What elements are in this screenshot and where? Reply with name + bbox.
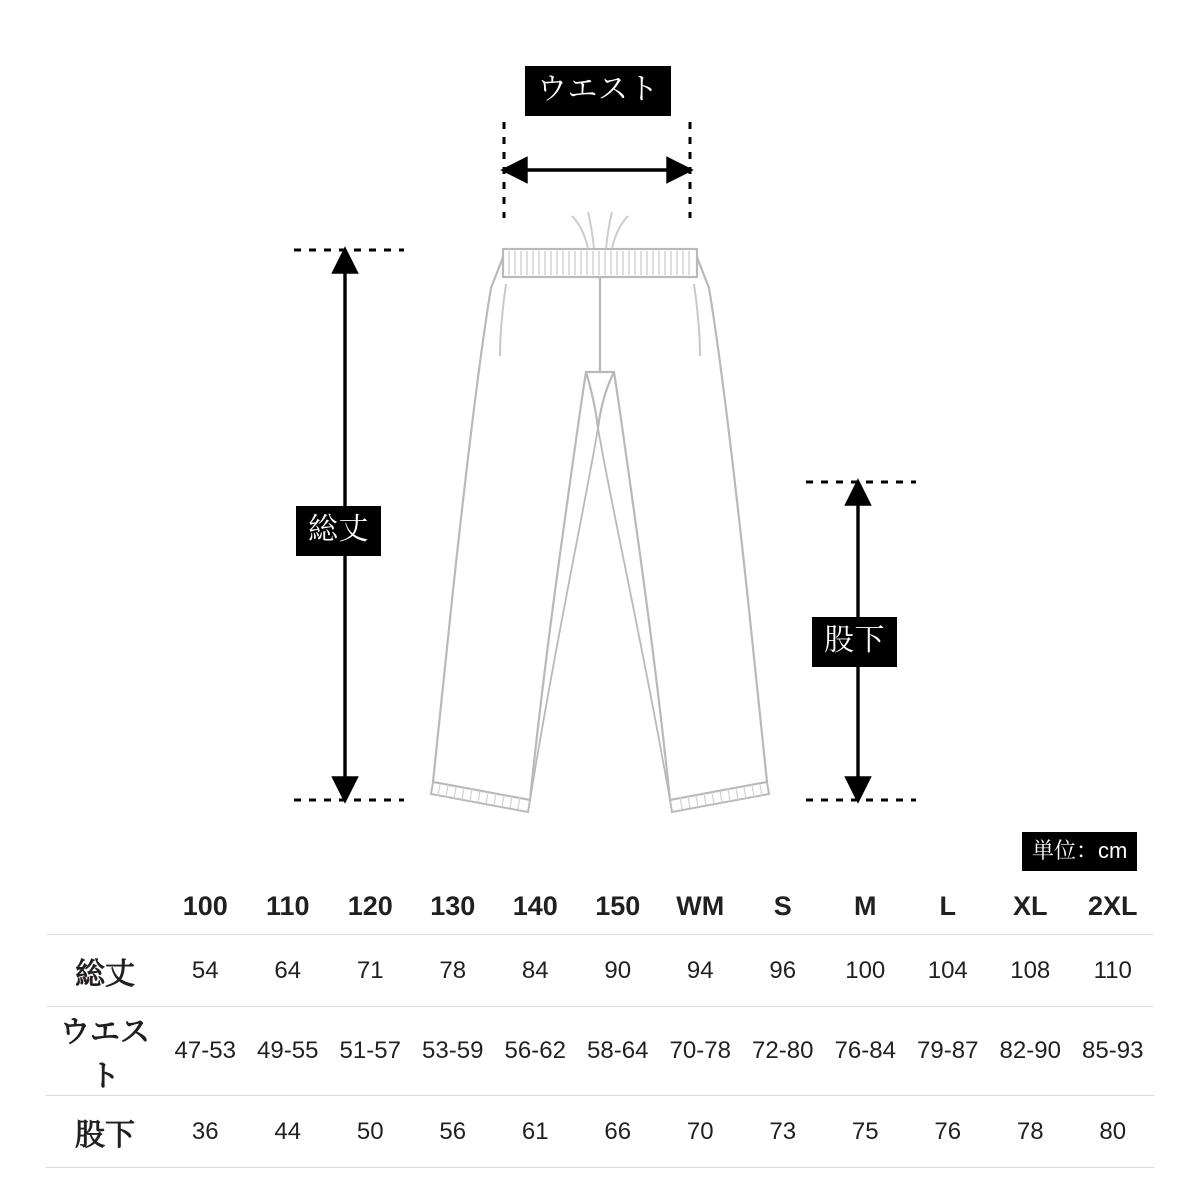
size-chart-body [46,935,1154,1168]
cell-total-length-l: 104 [927,956,968,984]
cell-total-length-2xl: 110 [1093,956,1132,984]
total-length-measure-label: 総丈 [296,506,381,556]
inseam-measure-label: 股下 [812,617,897,667]
cell-total-length-100: 54 [191,956,219,984]
column-header-m: M [824,878,907,935]
column-header-130: 130 [412,878,495,935]
table-row [46,1096,1154,1168]
cell-waist-150: 58-64 [587,1037,649,1064]
column-header-wm: WM [659,878,742,935]
unit-badge: 単位：cm [1022,832,1137,871]
cell-inseam-wm: 70 [686,1117,714,1145]
cell-total-length-xl: 108 [1010,956,1051,984]
cell-waist-120: 51-57 [339,1037,401,1064]
cell-total-length-110: 64 [274,956,302,984]
cell-total-length-m: 100 [845,956,886,984]
cell-waist-2xl: 85-93 [1082,1037,1144,1064]
cell-waist-wm: 70-78 [669,1037,731,1064]
cell-waist-s: 72-80 [752,1037,814,1064]
column-header-l: L [907,878,990,935]
column-header-100: 100 [164,878,247,935]
column-header-2xl: 2XL [1072,878,1155,935]
size-chart-head [46,878,1154,935]
table-row [46,935,1154,1007]
cell-total-length-130: 78 [439,956,467,984]
cell-inseam-2xl: 80 [1099,1117,1127,1145]
cell-total-length-s: 96 [769,956,797,984]
column-header-xl: XL [989,878,1072,935]
column-header-120: 120 [329,878,412,935]
column-header-s: S [742,878,825,935]
cell-waist-xl: 82-90 [999,1037,1061,1064]
cell-inseam-s: 73 [769,1117,797,1145]
cell-inseam-110: 44 [274,1117,302,1145]
cell-inseam-100: 36 [191,1117,219,1145]
cell-waist-l: 79-87 [917,1037,979,1064]
cell-waist-140: 56-62 [504,1037,566,1064]
size-chart-table [46,878,1154,1168]
cell-total-length-140: 84 [521,956,549,984]
row-header-waist: ウエスト [60,1016,150,1093]
cell-inseam-m: 75 [851,1117,879,1145]
cell-waist-m: 76-84 [834,1037,896,1064]
cell-inseam-l: 76 [934,1117,962,1145]
row-header-total-length: 総丈 [75,957,135,991]
cell-inseam-150: 66 [604,1117,632,1145]
cell-total-length-wm: 94 [686,956,714,984]
cell-total-length-120: 71 [356,956,384,984]
row-header-inseam: 股下 [75,1118,135,1152]
cell-waist-100: 47-53 [174,1037,236,1064]
cell-inseam-140: 61 [521,1117,549,1145]
column-header-150: 150 [577,878,660,935]
cell-inseam-120: 50 [356,1117,384,1145]
cell-waist-130: 53-59 [422,1037,484,1064]
cell-inseam-xl: 78 [1016,1117,1044,1145]
column-header-140: 140 [494,878,577,935]
cell-inseam-130: 56 [439,1117,467,1145]
cell-waist-110: 49-55 [257,1037,319,1064]
table-row [46,1007,1154,1096]
column-header-110: 110 [247,878,330,935]
table-header-row [46,878,1154,935]
waist-measure-label: ウエスト [525,66,671,116]
table-corner-cell [46,878,164,935]
cell-total-length-150: 90 [604,956,632,984]
